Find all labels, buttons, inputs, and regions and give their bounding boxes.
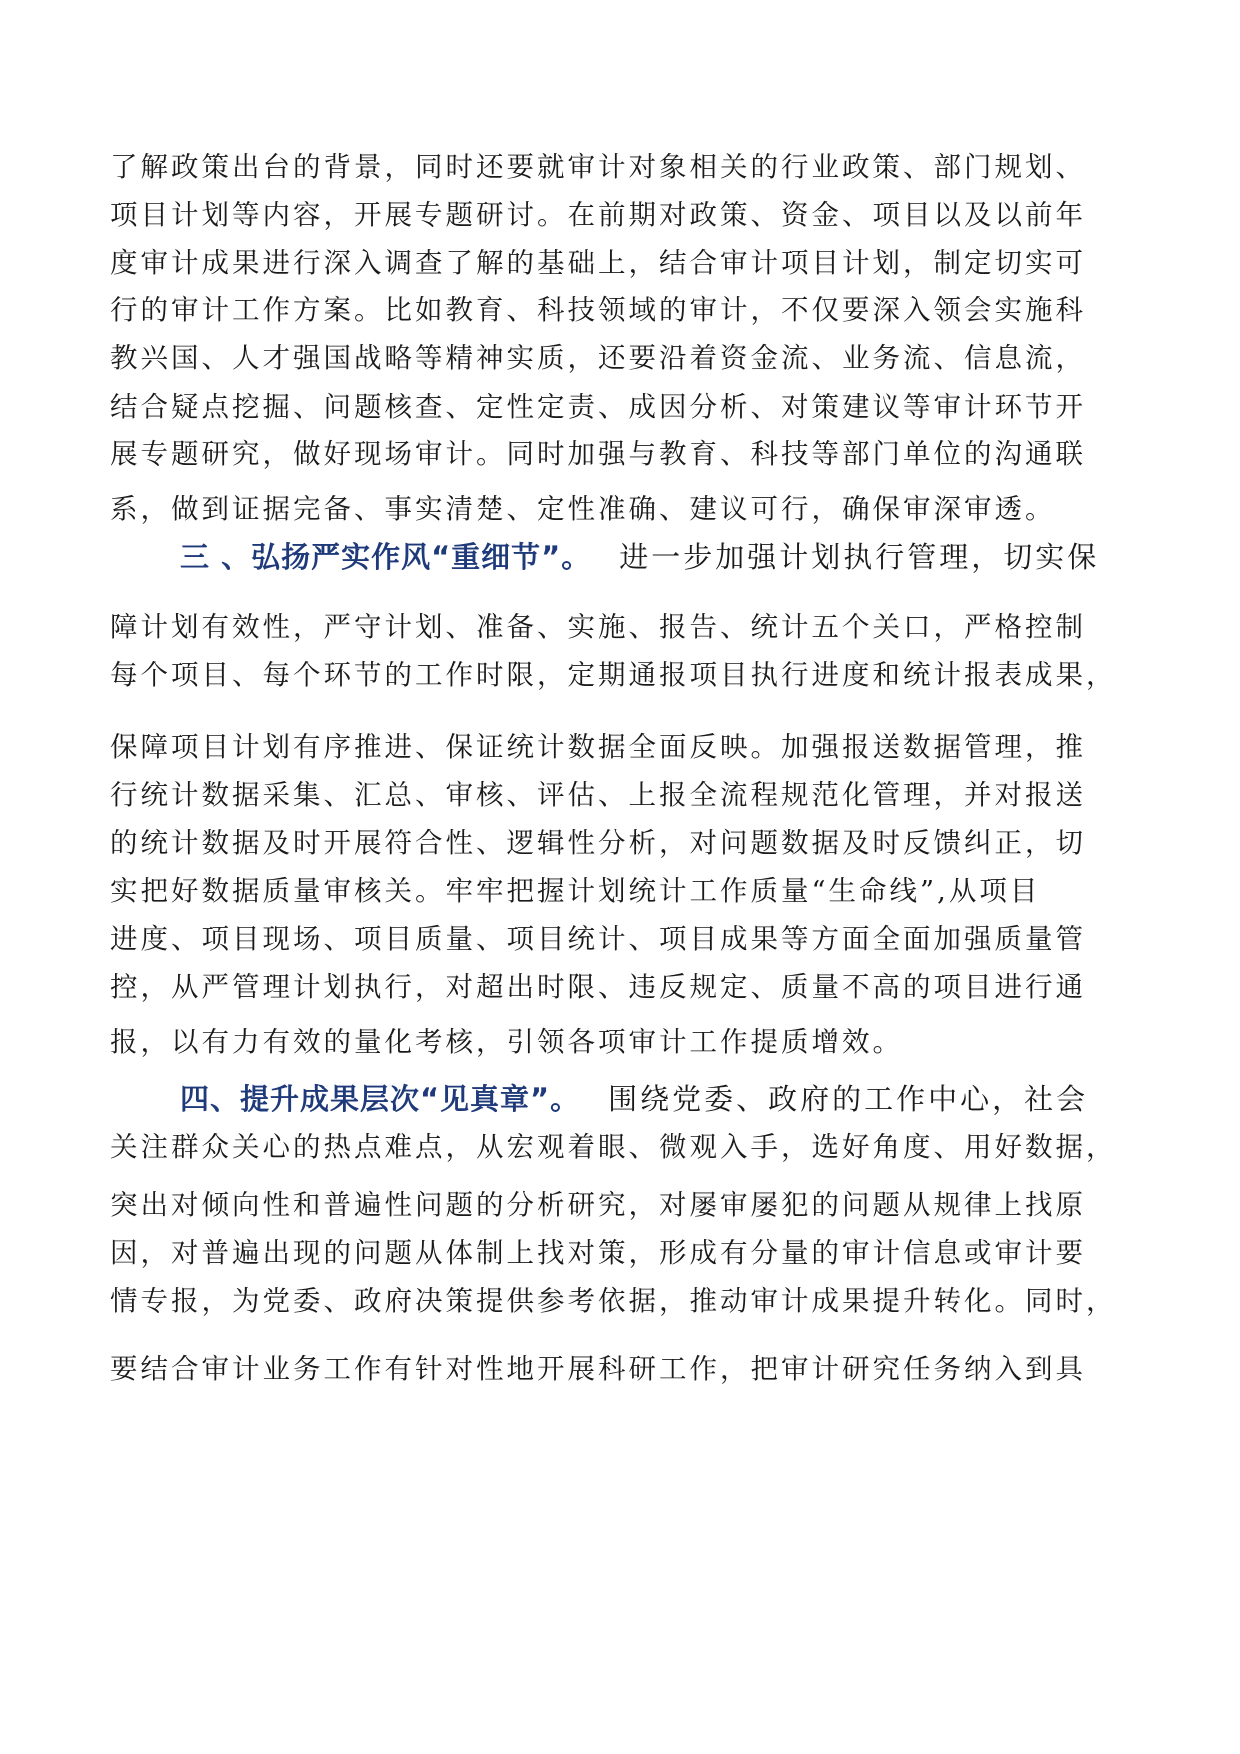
body-text-line: 控，从严管理计划执行，对超出时限、违反规定、质量不高的项目进行通	[110, 971, 1086, 1003]
body-text-line: 关注群众关心的热点难点，从宏观着眼、微观入手，选好角度、用好数据，	[110, 1131, 1117, 1163]
body-text-line: 系，做到证据完备、事实清楚、定性准确、建议可行，确保审深审透。	[110, 493, 1056, 525]
body-text-line: 保障项目计划有序推进、保证统计数据全面反映。加强报送数据管理，推	[110, 731, 1086, 763]
body-text-line: 行统计数据采集、汇总、审核、评估、上报全流程规范化管理，并对报送	[110, 779, 1086, 811]
body-text-line: 展专题研究，做好现场审计。同时加强与教育、科技等部门单位的沟通联	[110, 438, 1086, 470]
body-text-line: 突出对倾向性和普遍性问题的分析研究，对屡审屡犯的问题从规律上找原	[110, 1189, 1086, 1221]
section-3-heading: 三 、弘扬严实作风“重细节”。	[180, 540, 592, 574]
section-3-first-line	[180, 540, 1099, 574]
body-text-line: 要结合审计业务工作有针对性地开展科研工作，把审计研究任务纳入到具	[110, 1353, 1086, 1385]
body-text-line: 障计划有效性，严守计划、准备、实施、报告、统计五个关口，严格控制	[110, 611, 1086, 643]
body-text-line: 行的审计工作方案。比如教育、科技领域的审计，不仅要深入领会实施科	[110, 294, 1086, 326]
body-text-line: 的统计数据及时开展符合性、逻辑性分析，对问题数据及时反馈纠正，切	[110, 827, 1086, 859]
body-text-line: 进度、项目现场、项目质量、项目统计、项目成果等方面全面加强质量管	[110, 923, 1086, 955]
section-4-first-line-text: 围绕党委、政府的工作中心，社会	[608, 1082, 1089, 1116]
body-text-line: 教兴国、人才强国战略等精神实质，还要沿着资金流、业务流、信息流，	[110, 342, 1086, 374]
section-4-first-line	[180, 1082, 1088, 1116]
section-3-first-line-text: 进一步加强计划执行管理，切实保	[619, 540, 1100, 574]
body-text-line: 因，对普遍出现的问题从体制上找对策，形成有分量的审计信息或审计要	[110, 1237, 1086, 1269]
body-text-line: 每个项目、每个环节的工作时限，定期通报项目执行进度和统计报表成果，	[110, 659, 1117, 691]
body-text-line: 结合疑点挖掘、问题核查、定性定责、成因分析、对策建议等审计环节开	[110, 391, 1086, 423]
body-text-line: 情专报，为党委、政府决策提供参考依据，推动审计成果提升转化。同时，	[110, 1285, 1117, 1317]
body-text-line: 项目计划等内容，开展专题研讨。在前期对政策、资金、项目以及以前年	[110, 199, 1086, 231]
body-text-line: 实把好数据质量审核关。牢牢把握计划统计工作质量“生命线”,从项目	[110, 875, 1041, 907]
body-text-line: 度审计成果进行深入调查了解的基础上，结合审计项目计划，制定切实可	[110, 247, 1086, 279]
section-4-heading: 四、提升成果层次“见真章”。	[180, 1082, 581, 1116]
body-text-line: 了解政策出台的背景，同时还要就审计对象相关的行业政策、部门规划、	[110, 151, 1086, 183]
body-text-line: 报，以有力有效的量化考核，引领各项审计工作提质增效。	[110, 1026, 903, 1058]
